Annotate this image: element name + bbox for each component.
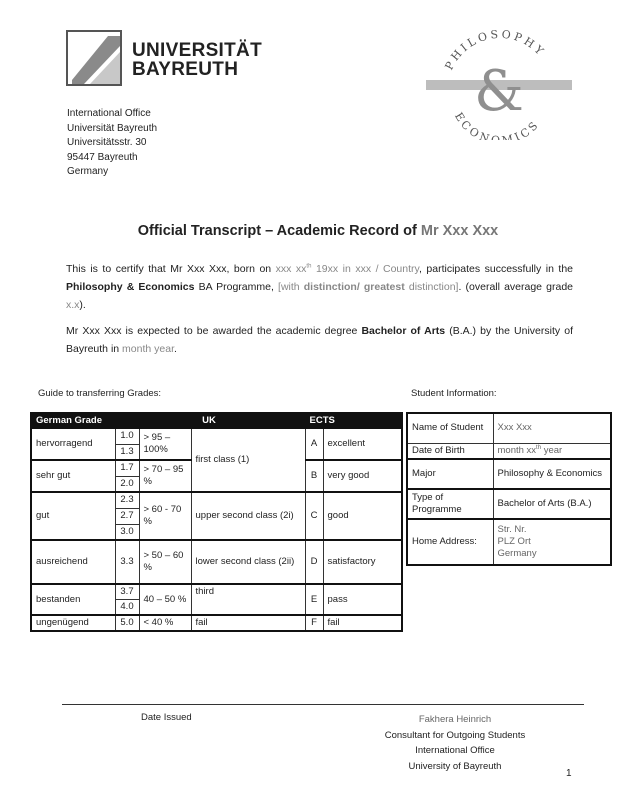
german-grade-label: hervorragend [31, 428, 115, 460]
ects-description: fail [323, 615, 402, 631]
german-grade-label: gut [31, 492, 115, 540]
address-line: Germany [497, 547, 537, 559]
grade-number: 2.7 [115, 508, 139, 524]
page-number: 1 [566, 768, 572, 779]
grades-guide-label: Guide to transferring Grades: [38, 388, 162, 399]
uk-grade: lower second class (2ii) [191, 540, 305, 584]
document-title [0, 223, 636, 239]
signer-university: University of Bayreuth [408, 760, 502, 772]
table-row [31, 615, 402, 631]
signature-block [360, 712, 550, 774]
info-label: Date of Birth [407, 443, 493, 459]
address-line: PLZ Ort [497, 535, 531, 547]
header-uk: UK [139, 413, 305, 428]
title-main: Official Transcript – Academic Record of [137, 223, 421, 239]
student-programme-value: Bachelor of Arts (B.A.) [493, 489, 611, 519]
uk-grade: upper second class (2i) [191, 492, 305, 540]
grade-percentage: > 95 – 100% [139, 428, 191, 460]
ppe-logo-top-text: PHILOSOPHY [442, 28, 548, 73]
table-row [407, 519, 611, 565]
grade-number: 3.3 [115, 540, 139, 584]
grade-percentage: > 60 - 70 % [139, 492, 191, 540]
german-grade-label: ungenügend [31, 615, 115, 631]
university-logo-text [132, 41, 262, 79]
address-line: Germany [67, 166, 109, 177]
address-line: 95447 Bayreuth [67, 151, 138, 163]
ects-description: excellent [323, 428, 402, 460]
signature-divider [62, 704, 584, 705]
ects-letter: E [305, 584, 323, 615]
table-row [407, 489, 611, 519]
student-major-value: Philosophy & Economics [493, 459, 611, 489]
uk-grade: fail [191, 615, 305, 631]
student-name-value: Xxx Xxx [493, 413, 611, 443]
p2-text: . [174, 343, 177, 355]
address-line: Str. Nr. [497, 523, 527, 535]
p1-grade: x.x [66, 299, 80, 311]
grade-percentage: > 70 – 95 % [139, 460, 191, 492]
table-row [31, 492, 402, 508]
grade-number: 3.7 [115, 584, 139, 600]
date-issued-label: Date Issued [141, 712, 192, 723]
ects-letter: F [305, 615, 323, 631]
address-line: International Office [67, 108, 151, 119]
p1-text: This is to certify that Mr Xxx Xxx, born on [66, 263, 276, 275]
p2-date: month year [122, 343, 174, 355]
student-information-table [406, 412, 612, 566]
uk-grade: third [191, 584, 305, 615]
university-logo-line2: BAYREUTH [132, 59, 239, 80]
ects-letter: D [305, 540, 323, 584]
university-logo-line1: UNIVERSITÄT [132, 40, 262, 61]
grade-percentage: < 40 % [139, 615, 191, 631]
p1-text: . (overall average grade [458, 281, 574, 293]
p2-degree: Bachelor of Arts [361, 325, 446, 337]
certification-paragraph [66, 260, 573, 314]
table-row [407, 459, 611, 489]
ppe-logo-ampersand: & [474, 59, 524, 124]
grade-number: 3.0 [115, 524, 139, 540]
grade-number: 2.0 [115, 476, 139, 492]
ppe-logo [424, 28, 574, 140]
ects-letter: A [305, 428, 323, 460]
grade-number: 1.3 [115, 444, 139, 460]
german-grade-label: bestanden [31, 584, 115, 615]
p1-distinction: [with distinction/ greatest distinction] [278, 281, 459, 293]
ppe-logo-graphic [424, 28, 574, 140]
grade-percentage: > 50 – 60 % [139, 540, 191, 584]
grades-conversion-table [30, 412, 403, 632]
student-info-label: Student Information: [411, 388, 497, 399]
p1-text: , participates successfully in the [419, 263, 574, 275]
table-row [407, 413, 611, 443]
ects-letter: B [305, 460, 323, 492]
signer-title: Consultant for Outgoing Students [384, 729, 526, 741]
university-logo-emblem-icon [68, 32, 120, 84]
degree-paragraph [66, 322, 573, 358]
grade-number: 1.0 [115, 428, 139, 444]
ects-description: satisfactory [323, 540, 402, 584]
ects-description: very good [323, 460, 402, 492]
signer-office: International Office [415, 745, 495, 756]
header-ects: ECTS [305, 413, 402, 428]
ects-description: pass [323, 584, 402, 615]
p1-programme: Philosophy & Economics [66, 281, 195, 293]
grade-number: 4.0 [115, 600, 139, 616]
p2-text: Mr Xxx Xxx is expected to be awarded the academic degree [66, 325, 362, 337]
grade-percentage: 40 – 50 % [139, 584, 191, 615]
p1-text: ). [79, 299, 86, 311]
table-row [31, 428, 402, 444]
german-grade-label: sehr gut [31, 460, 115, 492]
p2-text: (B.A.) by the University of Bayreuth in [66, 325, 573, 355]
uk-grade: first class (1) [191, 428, 305, 492]
address-line: Universitätsstr. 30 [67, 137, 147, 148]
grade-number: 5.0 [115, 615, 139, 631]
info-label: Major [407, 459, 493, 489]
table-row [31, 540, 402, 584]
student-dob-value: month $xx^{th}$ year [493, 443, 611, 459]
p1-dob: xxx $xx^{th}$ 19xx in xxx / Country [275, 263, 419, 275]
p1-text: BA Programme, [194, 281, 279, 293]
info-label: Name of Student [407, 413, 493, 443]
table-row [31, 584, 402, 600]
title-student-name: Mr Xxx Xxx [420, 223, 499, 239]
sender-address [67, 107, 157, 180]
university-logo [66, 30, 262, 88]
ects-description: good [323, 492, 402, 540]
info-label: Home Address: [407, 519, 493, 565]
ects-letter: C [305, 492, 323, 540]
address-line: Universität Bayreuth [67, 122, 158, 134]
table-row [407, 443, 611, 459]
grade-number: 2.3 [115, 492, 139, 508]
info-label: Type of Programme [407, 489, 493, 519]
signer-name: Fakhera Heinrich [418, 714, 492, 725]
table-header-row [31, 413, 402, 428]
ppe-logo-bottom-text: ECON MICS [451, 110, 543, 140]
student-address-value [493, 519, 611, 565]
header-german-grade: German Grade [31, 413, 139, 428]
grade-number: 1.7 [115, 460, 139, 476]
german-grade-label: ausreichend [31, 540, 115, 584]
university-logo-mark [66, 30, 122, 86]
